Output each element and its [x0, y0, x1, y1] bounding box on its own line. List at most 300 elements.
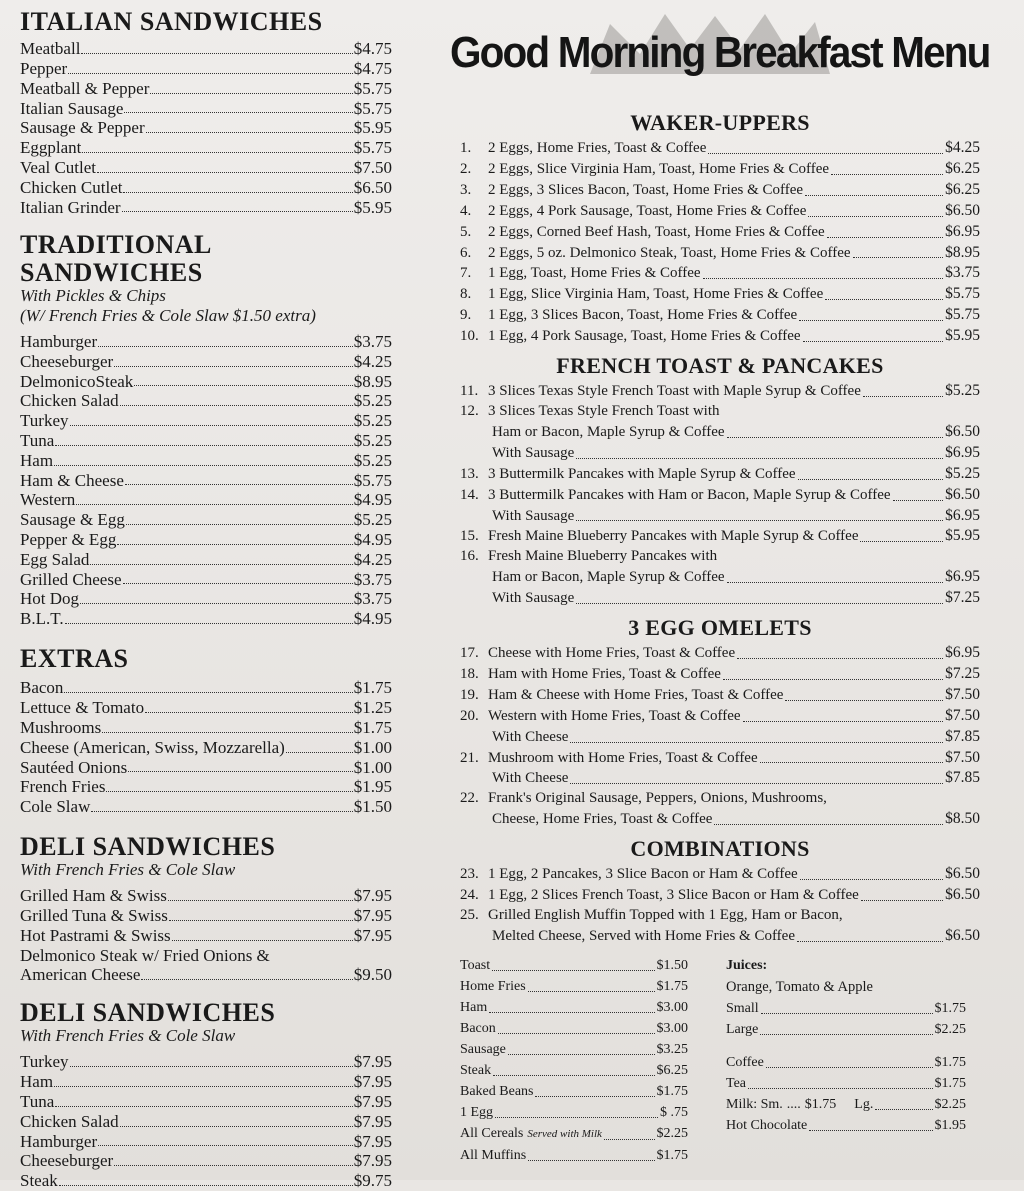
- item-name: With Cheese: [492, 770, 569, 787]
- drink-item: [726, 1073, 966, 1094]
- menu-item: [460, 864, 980, 885]
- item-name: Hamburger: [20, 332, 98, 352]
- menu-item-cont: [460, 809, 980, 830]
- item-price: $1.75: [934, 1055, 966, 1070]
- item-name: 1 Egg, Slice Virginia Ham, Toast, Home Fries & Coffee: [488, 286, 824, 303]
- item-price: $4.95: [353, 530, 392, 550]
- menu-item: [20, 490, 392, 510]
- item-name: Grilled Ham & Swiss: [20, 886, 167, 906]
- italian-sandwiches-section: [20, 8, 392, 217]
- sides-and-drinks: [460, 955, 970, 1170]
- menu-item-option: [460, 443, 980, 464]
- item-price: $7.25: [945, 664, 980, 682]
- extras-section: [20, 645, 392, 817]
- menu-item: [20, 332, 392, 352]
- leader-dots: [70, 425, 353, 426]
- item-name: Baked Beans: [460, 1084, 534, 1099]
- leader-dots: [91, 811, 352, 812]
- item-price: $4.25: [353, 351, 392, 371]
- item-price: $7.25: [945, 589, 980, 607]
- item-name: Cole Slaw: [20, 797, 91, 817]
- item-price: $7.95: [353, 886, 392, 906]
- leader-dots: [80, 603, 353, 604]
- item-price: $1.00: [353, 737, 392, 757]
- item-price: $6.25: [945, 180, 980, 198]
- menu-item: [460, 201, 980, 222]
- item-price: $6.50: [945, 201, 980, 219]
- item-price: $3.00: [656, 1021, 688, 1036]
- item-name: With Sausage: [492, 444, 575, 461]
- side-item: [460, 997, 688, 1018]
- item-name: Sausage & Egg: [20, 510, 125, 530]
- menu-item: [20, 59, 392, 79]
- item-name: Tuna: [20, 1092, 55, 1112]
- menu-item-cont: [460, 567, 980, 588]
- menu-item: [20, 797, 392, 817]
- section-title: 3 EGG OMELETS: [628, 615, 812, 641]
- menu-item: [20, 738, 392, 758]
- side-item: [460, 1123, 688, 1145]
- menu-item: [20, 118, 392, 138]
- leader-dots: [737, 658, 943, 659]
- item-price: $7.95: [353, 1072, 392, 1092]
- item-price: $5.25: [353, 450, 392, 470]
- extras-list: [20, 678, 392, 817]
- item-name: Ham with Home Fries, Toast & Coffee: [488, 665, 721, 682]
- menu-item: [20, 39, 392, 59]
- item-name: Delmonico Steak w/ Fried Onions &: [20, 945, 270, 965]
- item-name: 2 Eggs, Slice Virginia Ham, Toast, Home Fries & Coffee: [488, 160, 830, 177]
- leader-dots: [708, 153, 943, 154]
- menu-item: [20, 79, 392, 99]
- menu-item: [460, 526, 980, 547]
- item-name: 2 Eggs, 3 Slices Bacon, Toast, Home Fries & Coffee: [488, 181, 804, 198]
- menu-item: [20, 946, 392, 966]
- leader-dots: [120, 1126, 353, 1127]
- menu-item: [20, 138, 392, 158]
- item-price: $6.50: [945, 926, 980, 944]
- menu-item-cont: [460, 926, 980, 947]
- leader-dots: [126, 524, 353, 525]
- leader-dots: [145, 712, 353, 713]
- item-name: Ham: [460, 1000, 488, 1015]
- item-price: $5.25: [353, 431, 392, 451]
- leader-dots: [123, 192, 352, 193]
- item-price: $1.75: [804, 1097, 837, 1112]
- item-name: 3 Slices Texas Style French Toast with Maple Syrup & Coffee: [488, 383, 861, 400]
- item-number: 1.: [460, 140, 472, 156]
- leader-dots: [97, 172, 353, 173]
- item-name: Fresh Maine Blueberry Pancakes with: [488, 548, 718, 565]
- menu-item: [460, 402, 980, 422]
- item-price: $7.95: [353, 1111, 392, 1131]
- item-name: Frank's Original Sausage, Peppers, Onions, Mushrooms,: [488, 790, 827, 807]
- item-price: $6.50: [945, 886, 980, 904]
- item-name: 1 Egg, 4 Pork Sausage, Toast, Home Fries & Coffee: [488, 328, 801, 345]
- item-name: Home Fries: [460, 979, 526, 994]
- item-note: Served with Milk: [527, 1128, 602, 1140]
- menu-item: [460, 305, 980, 326]
- item-price: $1.95: [353, 777, 392, 797]
- item-name: Hamburger: [20, 1131, 98, 1151]
- item-name: Veal Cutlet: [20, 158, 97, 178]
- menu-item: [20, 352, 392, 372]
- leader-dots: [498, 1033, 655, 1034]
- item-number: 5.: [460, 223, 472, 240]
- item-price: $4.95: [353, 609, 392, 629]
- item-name: 2 Eggs, Home Fries, Toast & Coffee: [488, 140, 707, 156]
- leader-dots: [604, 1139, 655, 1140]
- item-price: $6.95: [945, 568, 980, 586]
- item-name: Chicken Salad: [20, 391, 119, 411]
- item-number: 8.: [460, 286, 472, 303]
- section-subtitle: (W/ French Fries & Cole Slaw $1.50 extra): [20, 306, 316, 326]
- item-name: 1 Egg, 2 Pancakes, 3 Slice Bacon or Ham & Coffee: [488, 866, 798, 883]
- leader-dots: [576, 458, 943, 459]
- section-subtitle: With French Fries & Cole Slaw: [20, 860, 236, 880]
- leader-dots: [576, 520, 943, 521]
- leader-dots: [831, 174, 943, 175]
- menu-item: [20, 570, 392, 590]
- title-area: [450, 20, 990, 108]
- side-item: [460, 1102, 688, 1123]
- side-item: [460, 1018, 688, 1039]
- item-name: With Cheese: [492, 728, 569, 745]
- item-price: $4.75: [353, 39, 392, 59]
- leader-dots: [797, 941, 943, 942]
- item-name: Grilled English Muffin Topped with 1 Egg, Ham or Bacon,: [488, 907, 843, 923]
- item-price: $6.50: [945, 485, 980, 503]
- item-price: $5.75: [353, 470, 392, 490]
- menu-item: [20, 698, 392, 718]
- leader-dots: [124, 112, 352, 113]
- leader-dots: [55, 1106, 352, 1107]
- item-price: $6.25: [945, 159, 980, 177]
- item-name: Cheeseburger: [20, 351, 114, 371]
- item-name: 2 Eggs, 5 oz. Delmonico Steak, Toast, Home Fries & Coffee: [488, 244, 851, 261]
- item-price: $6.25: [656, 1063, 688, 1078]
- item-price: $5.95: [353, 118, 392, 138]
- leader-dots: [861, 900, 943, 901]
- item-name: Western with Home Fries, Toast & Coffee: [488, 707, 741, 724]
- leader-dots: [492, 970, 654, 971]
- item-name: Chicken Salad: [20, 1111, 119, 1131]
- item-name: Cheese (American, Swiss, Mozzarella): [20, 737, 285, 757]
- menu-item: [460, 222, 980, 243]
- item-name: Turkey: [20, 411, 69, 431]
- item-name: Eggplant: [20, 138, 82, 158]
- deli2-list: [20, 1052, 392, 1191]
- item-name: 1 Egg, Toast, Home Fries & Coffee: [488, 265, 701, 282]
- item-price: $4.75: [353, 59, 392, 79]
- item-name: 1 Egg, 2 Slices French Toast, 3 Slice Bacon or Ham & Coffee: [488, 887, 859, 904]
- menu-item: [460, 906, 980, 926]
- leader-dots: [508, 1054, 655, 1055]
- item-price: $1.95: [934, 1118, 966, 1133]
- item-price: $1.75: [353, 717, 392, 737]
- menu-item: [20, 1132, 392, 1152]
- item-price: $6.95: [945, 443, 980, 461]
- menu-item-option: [460, 506, 980, 527]
- leader-dots: [535, 1096, 654, 1097]
- leader-dots: [106, 791, 352, 792]
- leader-dots: [141, 979, 352, 980]
- menu-item: [20, 471, 392, 491]
- item-price: $8.95: [945, 243, 980, 261]
- page-title: Good Morning Breakfast Menu: [450, 28, 990, 77]
- french-toast-section: [460, 353, 980, 609]
- item-price: $1.75: [656, 1148, 688, 1163]
- menu-item: [460, 159, 980, 180]
- leader-dots: [125, 484, 353, 485]
- section-subtitle: With French Fries & Cole Slaw: [20, 1026, 236, 1046]
- leader-dots: [798, 479, 944, 480]
- leader-dots: [81, 53, 352, 54]
- item-price: $6.50: [945, 865, 980, 883]
- leader-dots: [860, 541, 943, 542]
- item-price: $4.25: [353, 549, 392, 569]
- menu-item: [20, 391, 392, 411]
- leader-dots: [55, 445, 352, 446]
- item-name: With Sausage: [492, 590, 575, 607]
- leader-dots: [727, 582, 944, 583]
- item-name: Cheese, Home Fries, Toast & Coffee: [492, 811, 713, 828]
- item-price: $5.75: [353, 98, 392, 118]
- item-number: 20.: [460, 707, 479, 724]
- item-price: $7.95: [353, 925, 392, 945]
- item-price: $2.25: [656, 1126, 688, 1141]
- leader-dots: [123, 583, 353, 584]
- item-name: Grilled Cheese: [20, 569, 122, 589]
- item-price: $ .75: [660, 1105, 688, 1120]
- item-name: Ham & Cheese with Home Fries, Toast & Coffee: [488, 686, 784, 703]
- item-name: 3 Buttermilk Pancakes with Ham or Bacon, Maple Syrup & Coffee: [488, 486, 891, 503]
- section-title: FRENCH TOAST & PANCAKES: [556, 353, 884, 379]
- leader-dots: [805, 195, 943, 196]
- leader-dots: [98, 346, 353, 347]
- item-price: $3.75: [353, 589, 392, 609]
- item-price: $5.95: [353, 197, 392, 217]
- item-name: Egg Salad: [20, 549, 90, 569]
- item-name: Chicken Cutlet: [20, 177, 123, 197]
- juices-flavors: Orange, Tomato & Apple: [726, 979, 873, 995]
- item-price: $7.95: [353, 905, 392, 925]
- item-number: 14.: [460, 486, 479, 503]
- menu-item: [20, 1151, 392, 1171]
- item-name: Ham & Cheese: [20, 470, 124, 490]
- item-name: Bacon: [460, 1021, 496, 1036]
- menu-item: [460, 547, 980, 567]
- item-name: All Cereals: [460, 1126, 524, 1141]
- item-price: $6.95: [945, 644, 980, 662]
- italian-list: [20, 39, 392, 217]
- item-price: $6.95: [945, 222, 980, 240]
- item-price: $8.95: [353, 371, 392, 391]
- menu-item: [20, 198, 392, 218]
- item-name: B.L.T.: [20, 609, 64, 629]
- item-name: Toast: [460, 958, 491, 973]
- leader-dots: [59, 1185, 353, 1186]
- drink-item: [726, 1052, 966, 1073]
- item-price: $7.50: [945, 706, 980, 724]
- juices-heading: Juices:: [726, 958, 768, 973]
- item-name: Mushroom with Home Fries, Toast & Coffee: [488, 749, 758, 766]
- item-name: 2 Eggs, Corned Beef Hash, Toast, Home Fries & Coffee: [488, 223, 825, 240]
- item-price: $3.75: [945, 264, 980, 282]
- section-title: WAKER-UPPERS: [630, 110, 810, 135]
- item-price: $7.95: [353, 1151, 392, 1171]
- item-name: Tea: [726, 1076, 747, 1091]
- sides-list: [460, 955, 688, 1166]
- leader-dots: [114, 1165, 353, 1166]
- item-number: 2.: [460, 160, 472, 177]
- leader-dots: [825, 299, 943, 300]
- item-price: $4.25: [945, 139, 980, 156]
- item-name: Italian Sausage: [20, 98, 124, 118]
- item-name: 1 Egg: [460, 1105, 494, 1120]
- side-item: [460, 1039, 688, 1060]
- item-price: $1.75: [934, 1001, 966, 1016]
- item-name: Sausage: [460, 1042, 506, 1057]
- leader-dots: [54, 465, 353, 466]
- leader-dots: [760, 1034, 932, 1035]
- menu-item-option: [460, 588, 980, 609]
- item-number: 10.: [460, 328, 479, 345]
- drink-item: [726, 998, 966, 1019]
- item-name: Western: [20, 490, 76, 510]
- item-price: $4.95: [353, 490, 392, 510]
- item-price: $6.50: [353, 177, 392, 197]
- deli-sandwiches-section-1: [20, 833, 392, 985]
- side-item: [460, 955, 688, 976]
- item-price: $5.25: [945, 382, 980, 400]
- leader-dots: [117, 544, 352, 545]
- item-price: $1.50: [353, 797, 392, 817]
- item-name: Pepper & Egg: [20, 530, 117, 550]
- leader-dots: [760, 762, 943, 763]
- item-number: 25.: [460, 907, 479, 923]
- section-title: DELI SANDWICHES: [20, 831, 276, 861]
- section-subtitle: With Pickles & Chips: [20, 286, 166, 306]
- spacer: [726, 1040, 966, 1052]
- item-name: Fresh Maine Blueberry Pancakes with Maple Syrup & Coffee: [488, 528, 859, 545]
- item-price: $1.75: [656, 1084, 688, 1099]
- item-name: 3 Slices Texas Style French Toast with: [488, 402, 720, 419]
- menu-item: [460, 485, 980, 506]
- item-number: 15.: [460, 528, 479, 545]
- item-name: Melted Cheese, Served with Home Fries & Coffee: [492, 927, 795, 944]
- item-name: DelmonicoSteak: [20, 371, 134, 391]
- item-price: $1.00: [353, 757, 392, 777]
- side-item: [460, 1081, 688, 1102]
- item-name: Cheeseburger: [20, 1151, 114, 1171]
- menu-item: [20, 1112, 392, 1132]
- menu-item: [20, 1171, 392, 1191]
- item-name: Ham or Bacon, Maple Syrup & Coffee: [492, 569, 725, 586]
- leader-dots: [120, 405, 353, 406]
- menu-item: [20, 451, 392, 471]
- item-price: $7.50: [945, 748, 980, 766]
- menu-item: [20, 926, 392, 946]
- leader-dots: [723, 679, 943, 680]
- item-price: $5.95: [945, 527, 980, 545]
- item-price: $7.85: [945, 769, 980, 787]
- item-name: Large: [726, 1022, 759, 1037]
- item-number: 16.: [460, 548, 479, 565]
- left-column: [20, 8, 392, 1191]
- side-item: [460, 1060, 688, 1081]
- item-price: $3.75: [353, 332, 392, 352]
- leader-dots: [90, 564, 352, 565]
- menu-item: [20, 550, 392, 570]
- item-number: 19.: [460, 686, 479, 703]
- section-title: COMBINATIONS: [630, 836, 810, 862]
- menu-item: [20, 678, 392, 698]
- section-title: TRADITIONAL SANDWICHES: [20, 230, 211, 287]
- menu-item: [20, 99, 392, 119]
- leader-dots: [114, 366, 353, 367]
- item-name: Lg.: [854, 1097, 874, 1112]
- menu-item: [460, 885, 980, 906]
- menu-item: [460, 706, 980, 727]
- leader-dots: [489, 1012, 654, 1013]
- leader-dots: [863, 396, 943, 397]
- leader-dots: [122, 211, 353, 212]
- item-name: 1 Egg, 3 Slices Bacon, Toast, Home Fries & Coffee: [488, 307, 798, 324]
- item-number: 4.: [460, 202, 472, 219]
- leader-dots: [576, 603, 943, 604]
- traditional-sandwiches-section: [20, 231, 392, 629]
- leader-dots: [64, 692, 352, 693]
- leader-dots: [703, 278, 944, 279]
- leader-dots: [809, 1130, 932, 1131]
- deli-sandwiches-section-2: [20, 999, 392, 1191]
- leader-dots: [168, 900, 353, 901]
- item-price: $1.75: [934, 1076, 966, 1091]
- item-name: Hot Dog: [20, 589, 80, 609]
- menu-item: [460, 263, 980, 284]
- traditional-list: [20, 332, 392, 629]
- item-name: All Muffins: [460, 1148, 527, 1163]
- item-name: Grilled Tuna & Swiss: [20, 905, 168, 925]
- leader-dots: [570, 742, 943, 743]
- item-number: 18.: [460, 665, 479, 682]
- menu-item: [20, 589, 392, 609]
- item-number: 9.: [460, 307, 472, 324]
- item-name: Ham: [20, 450, 54, 470]
- item-name: Sausage & Pepper: [20, 118, 145, 138]
- leader-dots: [803, 341, 944, 342]
- item-price: $1.25: [353, 698, 392, 718]
- item-price: $2.25: [934, 1097, 966, 1112]
- item-price: $1.75: [656, 979, 688, 994]
- menu-item: [20, 906, 392, 926]
- item-number: 3.: [460, 181, 472, 198]
- item-name: Sautéed Onions: [20, 757, 128, 777]
- menu-item: [20, 411, 392, 431]
- item-price: $7.95: [353, 1052, 392, 1072]
- item-price: $1.75: [353, 678, 392, 698]
- item-number: 13.: [460, 465, 479, 482]
- item-price: $6.95: [945, 506, 980, 524]
- item-price: $9.75: [353, 1171, 392, 1191]
- leader-dots: [827, 237, 943, 238]
- leader-dots: [76, 504, 352, 505]
- item-name: Tuna: [20, 431, 55, 451]
- section-title: EXTRAS: [20, 644, 129, 674]
- item-name: Hot Chocolate: [726, 1118, 808, 1133]
- omelets-section: [460, 615, 980, 830]
